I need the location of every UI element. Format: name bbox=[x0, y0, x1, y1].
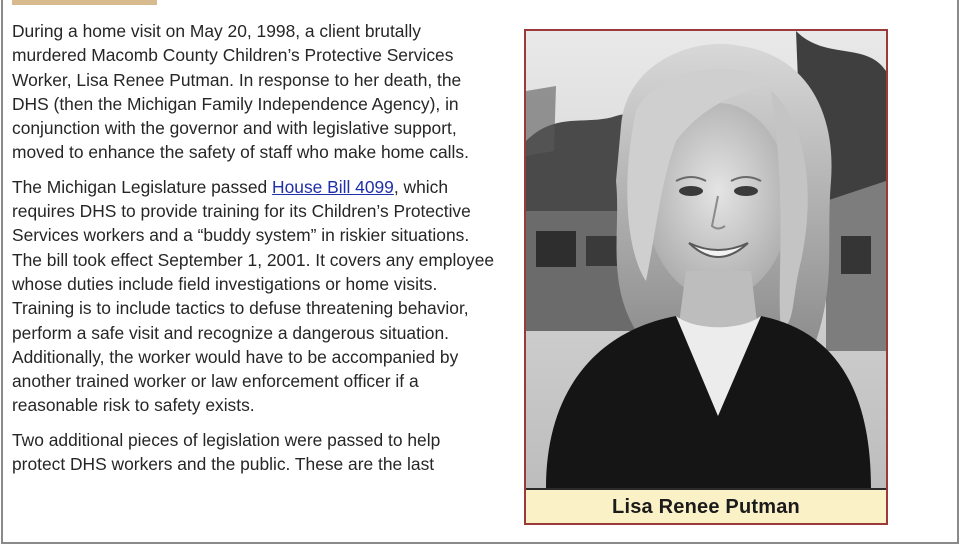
portrait-caption: Lisa Renee Putman bbox=[526, 488, 886, 523]
paragraph-2 bbox=[12, 175, 497, 418]
portrait-figure bbox=[524, 29, 888, 525]
heading-remnant bbox=[12, 0, 157, 5]
paragraph-2-body: , which requires DHS to provide training for its Children’s Protective Services workers and a “buddy system” in riskier situations. The bill took effect September 1, 2001. It covers any employee whose duties include field investigations or home visits. Training is to include tactics to defuse threatening behavior, perform a safe visit and recognize a dangerous situation. Additionally, the worker would have to be accompanied by another trained worker or law enforcement officer if a reasonable risk to safety exists. bbox=[12, 176, 495, 416]
paragraph-2-intro: The Michigan Legislature passed bbox=[12, 176, 273, 197]
portrait-photo bbox=[526, 31, 886, 488]
paragraph-1: During a home visit on May 20, 1998, a client brutally murdered Macomb County Children’s Protective Services Worker, Lisa Renee Putman. In response to her death, the DHS (then the Michigan Family Independence Agency), in conjunction with the governor and with legislative support, moved to enhance the safety of staff who make home calls. bbox=[12, 21, 469, 163]
house-bill-4099-link[interactable]: House Bill 4099 bbox=[272, 176, 394, 197]
paragraph-3: Two additional pieces of legislation were passed to help protect DHS workers and the public. These are the last bbox=[12, 429, 441, 475]
article-body bbox=[12, 19, 497, 486]
